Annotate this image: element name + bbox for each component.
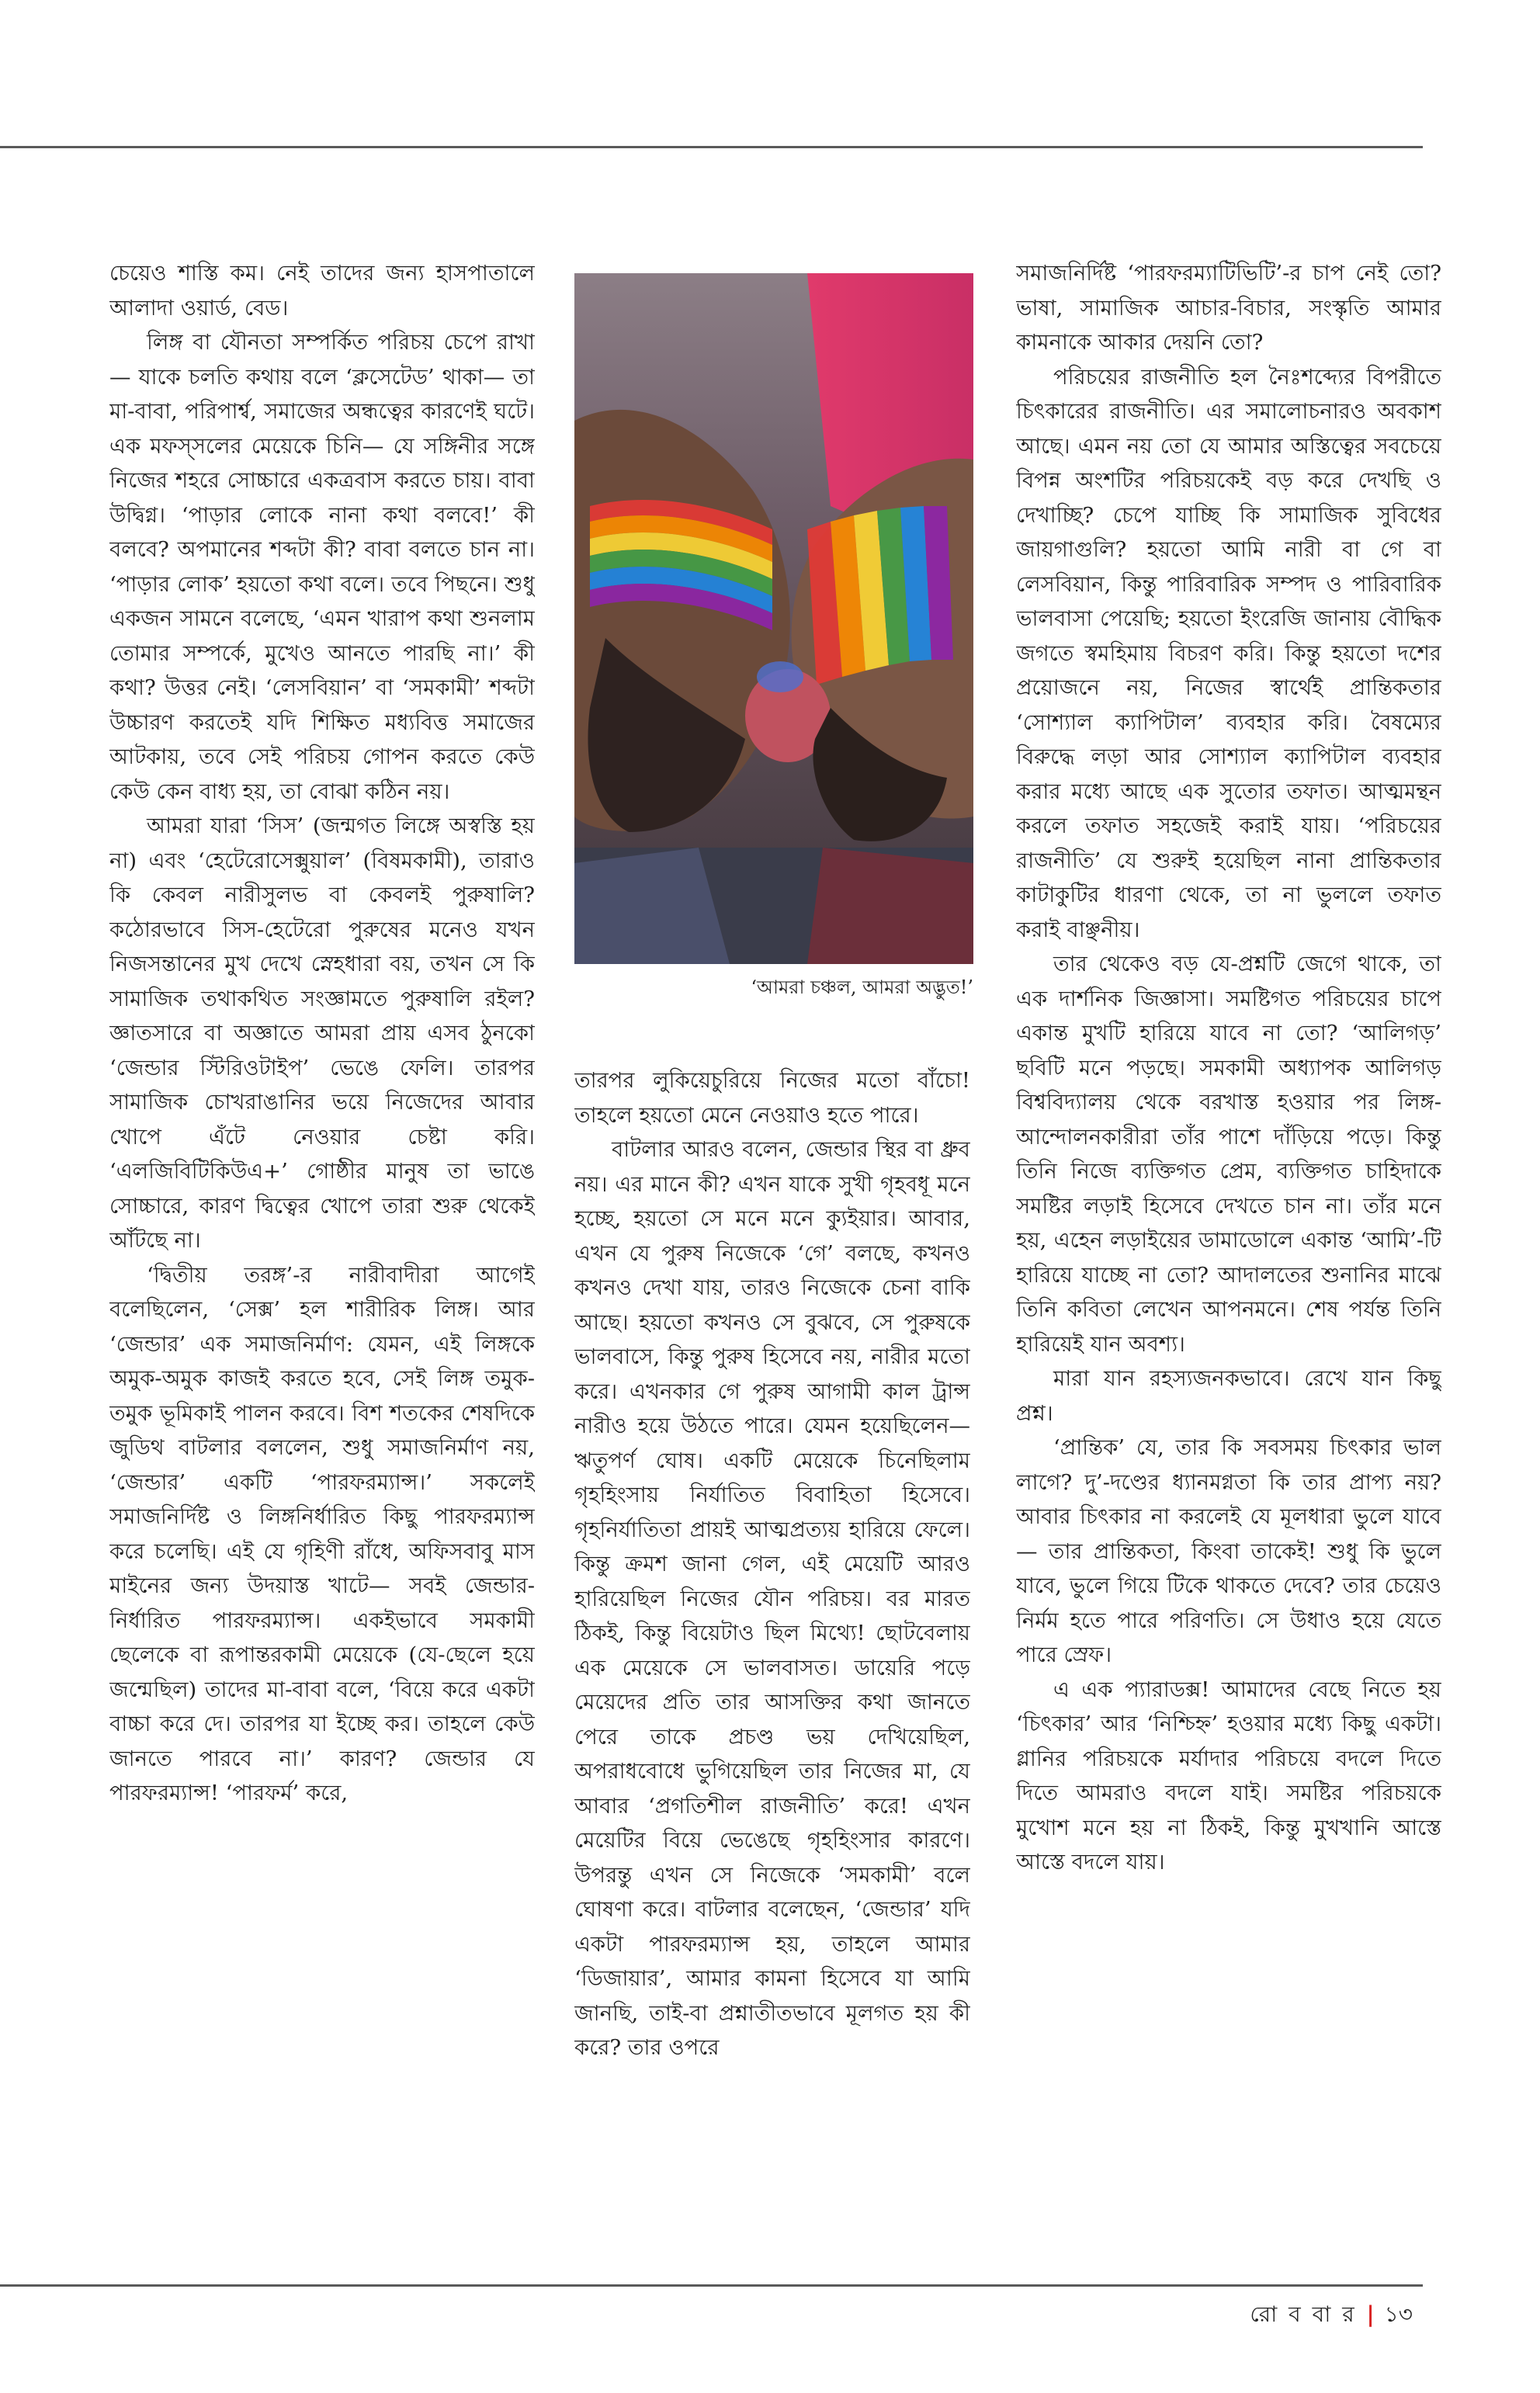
top-rule	[0, 146, 1423, 148]
paragraph: পরিচয়ের রাজনীতি হল নৈঃশব্দ্যের বিপরীতে চিৎকারের রাজনীতি। এর সমালোচনারও অবকাশ আছে। এমন নয় তো যে আমার অস্তিত্বের সবচেয়ে বিপন্ন অংশটির পরিচয়কেই বড় করে দেখছি ও দেখাচ্ছি? চেপে যাচ্ছি কি সামাজিক সুবিধের জায়গাগুলি? হয়তো আমি নারী বা গে বা লেসবিয়ান, কিন্তু পারিবারিক সম্পদ ও পারিবারিক ভালবাসা পেয়েছি; হয়তো ইংরেজি জানায় বৌদ্ধিক জগতে স্বমহিমায় বিচরণ করি। কিন্তু হয়তো দশের প্রয়োজনে নয়, নিজের স্বার্থেই প্রান্তিকতার ‘সোশ্যাল ক্যাপিটাল’ ব্যবহার করি। বৈষম্যের বিরুদ্ধে লড়া আর সোশ্যাল ক্যাপিটাল ব্যবহার করার মধ্যে আছে এক সুতোর তফাত। আত্মমন্থন করলে তফাত সহজেই করাই যায়। ‘পরিচয়ের রাজনীতি’ যে শুরুই হয়েছিল নানা প্রান্তিকতার কাটাকুটির ধারণা থেকে, তা না ভুললে তফাত করাই বাঞ্ছনীয়।	[1016, 364, 1441, 942]
paragraph: তারপর লুকিয়েচুরিয়ে নিজের মতো বাঁচো! তাহলে হয়তো মেনে নেওয়াও হতে পারে।	[574, 1068, 970, 1128]
paragraph: ‘প্রান্তিক’ যে, তার কি সবসময় চিৎকার ভাল লাগে? দু’-দণ্ডের ধ্যানমগ্নতা কি তার প্রাপ্য নয়? আবার চিৎকার না করলেই যে মূলধারা ভুলে যাবে— তার প্রান্তিকতা, কিংবা তাকেই! শুধু কি ভুলে যাবে, ভুলে গিয়ে টিকে থাকতে দেবে? তার চেয়েও নির্মম হতে পারে পরিণতি। সে উধাও হয়ে যেতে পারে স্রেফ।	[1016, 1435, 1441, 1667]
photo-caption: ‘আমরা চঞ্চল, আমরা অদ্ভুত!’	[751, 976, 973, 998]
text-column-middle	[574, 1063, 970, 2266]
magazine-name: রো ব বা র	[1250, 2301, 1357, 2327]
paragraph: আমরা যারা ‘সিস’ (জন্মগত লিঙ্গে অস্বস্তি হয় না) এবং ‘হেটেরোসেক্সুয়াল’ (বিষমকামী), তারাও কি কেবল নারীসুলভ বা কেবলই পুরুষালি? কঠোরভাবে সিস-হেটেরো পুরুষের মনেও যখন নিজসন্তানের মুখ দেখে স্নেহধারা বয়, তখন সে কি সামাজিক তথাকথিত সংজ্ঞামতে পুরুষালি রইল? জ্ঞাতসারে বা অজ্ঞাতে আমরা প্রায় এসব ঠুনকো ‘জেন্ডার স্টিরিওটাইপ’ ভেঙে ফেলি। তারপর সামাজিক চোখরাঙানির ভয়ে নিজেদের আবার খোপে এঁটে নেওয়ার চেষ্টা করি। ‘এলজিবিটিকিউএ+’ গোষ্ঠীর মানুষ তা ভাঙে সোচ্চারে, কারণ দ্বিত্বের খোপে তারা শুরু থেকেই আঁটছে না।	[109, 813, 535, 1253]
paragraph: বাটলার আরও বলেন, জেন্ডার স্থির বা ধ্রুব নয়। এর মানে কী? এখন যাকে সুখী গৃহবধূ মনে হচ্ছে, হয়তো সে মনে মনে ক্যুইয়ার। আবার, এখন যে পুরুষ নিজেকে ‘গে’ বলছে, কখনও কখনও দেখা যায়, তারও নিজেকে চেনা বাকি আছে। হয়তো কখনও সে বুঝবে, সে পুরুষকে ভালবাসে, কিন্তু পুরুষ হিসেবে নয়, নারীর মতো করে। এখনকার গে পুরুষ আগামী কাল ট্রান্স নারীও হয়ে উঠতে পারে। যেমন হয়েছিলেন— ঋতুপর্ণ ঘোষ। একটি মেয়েকে চিনেছিলাম গৃহহিংসায় নির্যাতিত বিবাহিতা হিসেবে। গৃহনির্যাতিতা প্রায়ই আত্মপ্রত্যয় হারিয়ে ফেলে। কিন্তু ক্রমশ জানা গেল, এই মেয়েটি আরও হারিয়েছিল নিজের যৌন পরিচয়। বর মারত ঠিকই, কিন্তু বিয়েটাও ছিল মিথ্যে! ছোটবেলায় এক মেয়েকে সে ভালবাসত। ডায়েরি পড়ে মেয়েদের প্রতি তার আসক্তির কথা জানতে পেরে তাকে প্রচণ্ড ভয় দেখিয়েছিল, অপরাধবোধে ভুগিয়েছিল তার নিজের মা, যে আবার ‘প্রগতিশীল রাজনীতি’ করে! এখন মেয়েটির বিয়ে ভেঙেছে গৃহহিংসার কারণে। উপরন্তু এখন সে নিজেকে ‘সমকামী’ বলে ঘোষণা করে। বাটলার বলেছেন, ‘জেন্ডার’ যদি একটা পারফরম্যান্স হয়, তাহলে আমার ‘ডিজায়ার’, আমার কামনা হিসেবে যা আমি জানছি, তাই-বা প্রশ্নাতীতভাবে মূলগত হয় কী করে? তার ওপরে	[574, 1137, 970, 2060]
text-column-right	[1016, 256, 1441, 2266]
bottom-rule	[0, 2284, 1423, 2287]
paragraph: ‘দ্বিতীয় তরঙ্গ’-র নারীবাদীরা আগেই বলেছিলেন, ‘সেক্স’ হল শারীরিক লিঙ্গ। আর ‘জেন্ডার’ এক সমাজনির্মাণ: যেমন, এই লিঙ্গকে অমুক-অমুক কাজই করতে হবে, সেই লিঙ্গ তমুক-তমুক ভূমিকাই পালন করবে। বিশ শতকের শেষদিকে জুডিথ বাটলার বললেন, শুধু সমাজনির্মাণ নয়, ‘জেন্ডার’ একটি ‘পারফরম্যান্স।’ সকলেই সমাজনির্দিষ্ট ও লিঙ্গনির্ধারিত কিছু পারফরম্যান্স করে চলেছি। এই যে গৃহিণী রাঁধে, অফিসবাবু মাস মাইনের জন্য উদয়াস্ত খাটে— সবই জেন্ডার-নির্ধারিত পারফরম্যান্স। একইভাবে সমকামী ছেলেকে বা রূপান্তরকামী মেয়েকে (যে-ছেলে হয়ে জন্মেছিল) তাদের মা-বাবা বলে, ‘বিয়ে করে একটা বাচ্চা করে দে। তারপর যা ইচ্ছে কর। তাহলে কেউ জানতে পারবে না।’ কারণ? জেন্ডার যে পারফরম্যান্স! ‘পারফর্ম’ করে,	[109, 1262, 535, 1805]
paragraph: মারা যান রহস্যজনকভাবে। রেখে যান কিছু প্রশ্ন।	[1016, 1366, 1441, 1426]
paragraph: সমাজনির্দিষ্ট ‘পারফরম্যাটিভিটি’-র চাপ নেই তো? ভাষা, সামাজিক আচার-বিচার, সংস্কৃতি আমার কামনাকে আকার দেয়নি তো?	[1016, 261, 1441, 355]
paragraph: লিঙ্গ বা যৌনতা সম্পর্কিত পরিচয় চেপে রাখা— যাকে চলতি কথায় বলে ‘ক্লসেটেড’ থাকা— তা মা-বাবা, পরিপার্শ্ব, সমাজের অন্ধত্বের কারণেই ঘটে। এক মফস্‌সলের মেয়েকে চিনি— যে সঙ্গিনীর সঙ্গে নিজের শহরে সোচ্চারে একত্রবাস করতে চায়। বাবা উদ্বিগ্ন। ‘পাড়ার লোকে নানা কথা বলবে!’ কী বলবে? অপমানের শব্দটা কী? বাবা বলতে চান না। ‘পাড়ার লোক’ হয়তো কথা বলে। তবে পিছনে। শুধু একজন সামনে বলেছে, ‘এমন খারাপ কথা শুনলাম তোমার সম্পর্কে, মুখেও আনতে পারছি না।’ কী কথা? উত্তর নেই। ‘লেসবিয়ান’ বা ‘সমকামী’ শব্দটা উচ্চারণ করতেই যদি শিক্ষিত মধ্যবিত্ত সমাজের আটকায়, তবে সেই পরিচয় গোপন করতে কেউ কেউ কেন বাধ্য হয়, তা বোঝা কঠিন নয়।	[109, 330, 535, 804]
paragraph: চেয়েও শাস্তি কম। নেই তাদের জন্য হাসপাতালে আলাদা ওয়ার্ড, বেড।	[109, 261, 535, 321]
paragraph: এ এক প্যারাডক্স! আমাদের বেছে নিতে হয় ‘চিৎকার’ আর ‘নিশ্চিহ্ন’ হওয়ার মধ্যে কিছু একটা। গ্লানির পরিচয়কে মর্যাদার পরিচয়ে বদলে দিতে দিতে আমরাও বদলে যাই। সমষ্টির পরিচয়কে মুখোশ মনে হয় না ঠিকই, কিন্তু মুখখানি আস্তে আস্তে বদলে যায়।	[1016, 1677, 1441, 1875]
paragraph: তার থেকেও বড় যে-প্রশ্নটি জেগে থাকে, তা এক দার্শনিক জিজ্ঞাসা। সমষ্টিগত পরিচয়ের চাপে একান্ত মুখটি হারিয়ে যাবে না তো? ‘আলিগড়’ ছবিটি মনে পড়ছে। সমকামী অধ্যাপক আলিগড় বিশ্ববিদ্যালয় থেকে বরখাস্ত হওয়ার পর লিঙ্গ-আন্দোলনকারীরা তাঁর পাশে দাঁড়িয়ে পড়ে। কিন্তু তিনি নিজে ব্যক্তিগত প্রেম, ব্যক্তিগত চাহিদাকে সমষ্টির লড়াই হিসেবে দেখতে চান না। তাঁর মনে হয়, এহেন লড়াইয়ের ডামাডোলে একান্ত ‘আমি’-টি হারিয়ে যাচ্ছে না তো? আদালতের শুনানির মাঝে তিনি কবিতা লেখেন আপনমনে। শেষ পর্যন্ত তিনি হারিয়েই যান অবশ্য।	[1016, 952, 1441, 1357]
text-column-left	[109, 256, 535, 2266]
rainbow-paint-right	[807, 506, 953, 685]
page-number: ১৩	[1384, 2301, 1413, 2327]
page-footer	[1226, 2299, 1413, 2330]
footer-separator: |	[1366, 2301, 1375, 2327]
article-photo	[574, 273, 973, 964]
photo-illustration	[574, 273, 973, 964]
